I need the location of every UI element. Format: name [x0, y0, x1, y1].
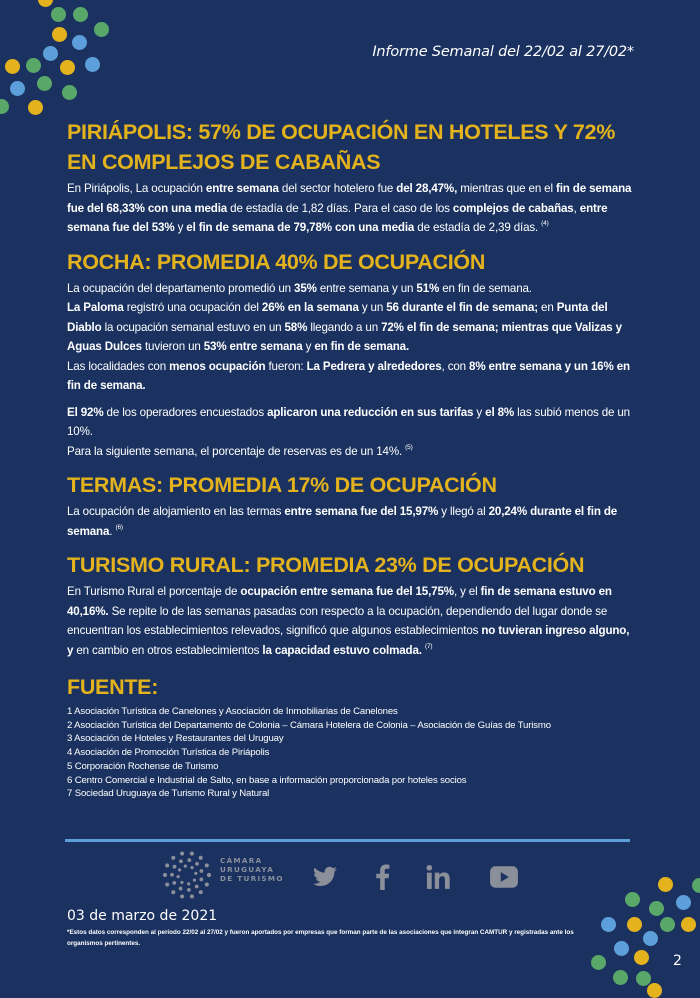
- text: Las localidades con: [67, 359, 170, 373]
- logo-dot: [180, 851, 184, 855]
- section-title: PIRIÁPOLIS: 57% DE OCUPACIÓN EN HOTELES Y 72% EN COMPLEJOS DE CABAÑAS: [67, 120, 616, 174]
- bold-text: La Pedrera y alrededores: [306, 359, 442, 373]
- text: tuvieron un: [141, 340, 204, 353]
- text: de estadía de 1,82 días. Para el caso de los: [227, 201, 453, 215]
- text: , con: [441, 359, 470, 373]
- bold-text: La Paloma: [67, 301, 124, 314]
- logo-dot: [165, 863, 169, 867]
- logo-dot: [163, 873, 167, 877]
- text: entre semana y un: [316, 281, 417, 295]
- bold-text: aplicaron una reducción en sus tarifas: [267, 405, 474, 419]
- youtube-icon[interactable]: [489, 864, 519, 890]
- report-content: [67, 117, 637, 801]
- logo-dot: [179, 887, 183, 891]
- logo-dot: [180, 894, 184, 898]
- dot: [692, 878, 700, 893]
- dot: [43, 46, 58, 61]
- logo-dot: [187, 888, 191, 892]
- bold-text: el 8%: [485, 405, 515, 419]
- dot: [591, 955, 606, 970]
- logo-dot: [187, 882, 190, 885]
- text: en: [537, 301, 557, 314]
- text: ,: [573, 201, 580, 215]
- logo-dot: [200, 869, 204, 873]
- text: y un: [358, 301, 387, 314]
- logo-dot: [177, 875, 180, 878]
- report-title: Informe Semanal del 22/02 al 27/02*: [372, 44, 634, 60]
- logo-dot: [171, 856, 175, 860]
- source-item: 5 Corporación Rochense de Turismo: [67, 760, 219, 772]
- text: Se repite lo de las semanas pasadas con respecto a la ocupación, dependiendo del lugar donde se encuentran los establecimientos relevados, significó que algunos establecimientos: [67, 604, 608, 637]
- dot: [5, 59, 20, 74]
- dot: [52, 27, 67, 42]
- source-item: 4 Asociación de Promoción Turística de Piriápolis: [67, 747, 270, 759]
- logo-dot: [165, 882, 169, 886]
- logo-dot: [173, 865, 177, 869]
- footer-separator: [65, 839, 630, 842]
- logo-dot: [190, 894, 194, 898]
- text: y: [174, 221, 187, 234]
- logo-line: DE TURISMO: [220, 873, 284, 883]
- bold-text: la capacidad estuvo colmada.: [262, 643, 422, 657]
- dot: [614, 941, 629, 956]
- logo-text: [220, 857, 284, 883]
- source-item: 3 Asociación de Hoteles y Restaurantes del Uruguay: [67, 733, 284, 745]
- section-paragraph: [67, 403, 637, 462]
- dot: [60, 60, 75, 75]
- logo-line: URUGUAYA: [220, 864, 275, 874]
- dot: [658, 877, 673, 892]
- bold-text: El 92%: [67, 405, 104, 419]
- camtur-logo: [162, 850, 292, 900]
- text: la ocupación semanal estuvo en un: [101, 320, 285, 334]
- footnote-ref: (7): [424, 642, 433, 650]
- bold-text: 20,24% durante el fin de semana: [67, 505, 618, 538]
- dot: [647, 983, 662, 998]
- text: registró una ocupación del: [123, 301, 262, 314]
- section-paragraph: [67, 582, 637, 660]
- logo-dot: [195, 862, 199, 866]
- text: en cambio en otros establecimientos: [73, 643, 263, 657]
- logo-dot: [205, 863, 209, 867]
- footnote-ref: (6): [115, 523, 123, 531]
- section-termas: [67, 470, 637, 541]
- logo-dot: [207, 873, 211, 877]
- bold-text: Punta del Diablo: [67, 301, 608, 334]
- logo-dot: [178, 868, 181, 871]
- report-date: 03 de marzo de 2021: [67, 908, 218, 924]
- text: La ocupación del departamento promedió un: [67, 281, 295, 295]
- bold-text: del 28,47%,: [396, 182, 458, 195]
- bold-text: ocupación entre semana fue del 15,75%: [240, 585, 454, 598]
- bold-text: 56 durante el fin de semana;: [386, 301, 538, 314]
- dot: [38, 0, 53, 7]
- logo-dot: [190, 866, 193, 869]
- linkedin-icon[interactable]: [425, 864, 451, 890]
- dot: [10, 81, 25, 96]
- page-number: 2: [673, 953, 682, 969]
- bold-text: fin de semana estuvo en 40,16%.: [67, 585, 612, 618]
- dot: [649, 901, 664, 916]
- text: .: [109, 524, 113, 538]
- text: llegando a un: [307, 320, 382, 334]
- text: fueron:: [265, 359, 307, 373]
- facebook-icon[interactable]: [372, 864, 392, 890]
- text: En Piriápolis, La ocupación: [67, 182, 206, 195]
- dot: [62, 85, 77, 100]
- text: de estadía de 2,39 días.: [414, 221, 539, 234]
- dot: [94, 22, 109, 37]
- dot: [85, 57, 100, 72]
- dot: [613, 970, 628, 985]
- logo-dot: [172, 881, 176, 885]
- dot: [51, 7, 66, 22]
- disclaimer-footnote: *Estos datos corresponden al período 22/02 al 27/02 y fueron aportados por empresas que forman parte de las asociaciones que integran CAMTUR y registradas ante los organismos pertinentes.: [67, 929, 574, 947]
- logo-dot: [190, 851, 194, 855]
- logo-line: CÁMARA: [220, 856, 263, 865]
- dot: [0, 99, 9, 114]
- text: , y el: [453, 585, 481, 598]
- sources-title: FUENTE:: [67, 675, 159, 699]
- logo-dot: [180, 881, 183, 884]
- text: En Turismo Rural el porcentaje de: [67, 585, 241, 598]
- bold-text: 53% entre semana: [203, 340, 303, 353]
- dot: [643, 931, 658, 946]
- logo-dot: [179, 859, 183, 863]
- bold-text: 26% en la semana: [261, 301, 359, 314]
- logo-dot: [187, 858, 191, 862]
- twitter-icon[interactable]: [312, 864, 338, 890]
- dot: [72, 35, 87, 50]
- logo-dot: [184, 865, 187, 868]
- section-turismo-rural: [67, 550, 637, 660]
- dot: [634, 950, 649, 965]
- section-title: ROCHA: PROMEDIA 40% DE OCUPACIÓN: [67, 249, 486, 274]
- text: de los operadores encuestados: [103, 405, 268, 419]
- dot: [681, 917, 696, 932]
- logo-dot: [171, 890, 175, 894]
- logo-dot: [194, 872, 197, 875]
- text: del sector hotelero fue: [278, 182, 397, 195]
- section-paragraph: [67, 279, 637, 396]
- dot: [28, 100, 43, 115]
- section-title: TERMAS: PROMEDIA 17% DE OCUPACIÓN: [67, 473, 497, 497]
- source-item: 1 Asociación Turística de Canelones y Asociación de Inmobiliarias de Canelones: [67, 706, 398, 717]
- bold-text: el fin de semana de 79,78% con una media: [186, 221, 415, 234]
- text: Para la siguiente semana, el porcentaje de reservas es de un 14%.: [67, 444, 403, 458]
- bold-text: complejos de cabañas: [452, 201, 574, 215]
- bold-text: 8% entre semana y un 16% en fin de semana.: [67, 359, 630, 392]
- sources-list: [67, 705, 637, 801]
- bold-text: entre semana fue del 53%: [67, 201, 608, 234]
- bold-text: no tuvieran ingreso alguno, y: [67, 624, 630, 657]
- footnote-ref: (5): [405, 443, 413, 451]
- section-piriapolis: [67, 117, 637, 238]
- logo-dot: [199, 856, 203, 860]
- bold-text: 72% el fin de semana; mientras que Valizas y Aguas Dulces: [67, 320, 622, 353]
- logo-dot: [170, 873, 174, 877]
- dot: [37, 76, 52, 91]
- section-paragraph: [67, 179, 637, 238]
- logo-dot: [205, 882, 209, 886]
- dot: [660, 917, 675, 932]
- bold-text: entre semana fue del 15,97%: [284, 505, 439, 518]
- text: La ocupación de alojamiento en las termas: [67, 505, 285, 518]
- text: las subió menos de un 10%.: [67, 405, 630, 438]
- text: en fin de semana.: [439, 281, 532, 295]
- source-item: 6 Centro Comercial e Industrial de Salto, en base a información proporcionada por hoteles socios: [67, 774, 467, 786]
- bold-text: 35%: [294, 281, 317, 295]
- bold-text: 58%: [284, 320, 308, 334]
- dot: [627, 917, 642, 932]
- bold-text: 51%: [416, 281, 440, 295]
- bold-text: fin de semana fue del 68,33% con una media: [67, 182, 632, 215]
- bold-text: en fin de semana.: [314, 340, 410, 353]
- camtur-logo-mark-icon: [162, 850, 212, 900]
- text: y: [473, 405, 486, 419]
- logo-dot: [199, 878, 203, 882]
- logo-dot: [193, 878, 196, 881]
- text: mientras que en el: [457, 182, 556, 195]
- dot: [601, 917, 616, 932]
- dot: [73, 7, 88, 22]
- section-title: TURISMO RURAL: PROMEDIA 23% DE OCUPACIÓN: [67, 553, 585, 577]
- logo-dot: [195, 885, 199, 889]
- source-item: 7 Sociedad Uruguaya de Turismo Rural y Natural: [67, 788, 270, 800]
- dot: [676, 895, 691, 910]
- text: y llegó al: [438, 505, 489, 518]
- footnote-ref: (4): [541, 220, 549, 227]
- source-item: 2 Asociación Turística del Departamento de Colonia – Cámara Hotelera de Colonia – Asociación de Guías de Turismo: [67, 719, 551, 731]
- bold-text: entre semana: [205, 182, 279, 195]
- text: y: [302, 340, 315, 353]
- bold-text: menos ocupación: [169, 359, 266, 373]
- section-paragraph: [67, 502, 637, 541]
- section-rocha: [67, 247, 637, 462]
- logo-dot: [199, 890, 203, 894]
- dot: [26, 58, 41, 73]
- dot: [625, 892, 640, 907]
